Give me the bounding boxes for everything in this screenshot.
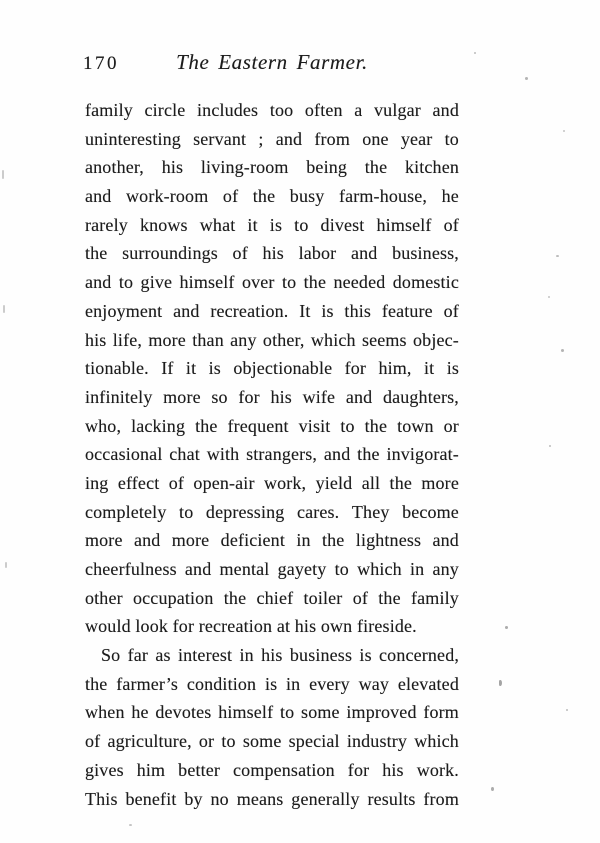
text-line: another, his living-room being the kitchen bbox=[85, 157, 459, 178]
text-line: and to give himself over to the needed domestic bbox=[85, 272, 459, 293]
text-line: gives him better compensation for his work. bbox=[85, 759, 459, 780]
text-line: more and more deficient in the lightness and bbox=[85, 530, 459, 551]
text-line: uninteresting servant ; and from one year to bbox=[85, 128, 459, 149]
text-line: and work-room of the busy farm-house, he bbox=[85, 186, 459, 207]
text-line-paragraph-start: So far as interest in his business is concerned, bbox=[101, 645, 459, 666]
text-line: infinitely more so for his wife and daughters, bbox=[85, 386, 459, 407]
text-line: the farmer’s condition is in every way elevated bbox=[85, 673, 459, 694]
page-header bbox=[85, 50, 459, 80]
text-line: when he devotes himself to some improved form bbox=[85, 702, 459, 723]
text-line: enjoyment and recreation. It is this feature of bbox=[85, 300, 459, 321]
text-line: ing effect of open-air work, yield all the more bbox=[85, 472, 459, 493]
text-line: family circle includes too often a vulgar and bbox=[85, 100, 459, 120]
text-line: who, lacking the frequent visit to the town or bbox=[85, 415, 459, 436]
text-line: tionable. If it is objectionable for him, it is bbox=[85, 358, 459, 379]
text-line: rarely knows what it is to divest himself of bbox=[85, 214, 459, 235]
text-line: his life, more than any other, which seems objec- bbox=[85, 329, 459, 350]
page-number: 170 bbox=[83, 53, 119, 74]
text-line: other occupation the chief toiler of the family bbox=[85, 587, 459, 608]
text-line: the surroundings of his labor and business, bbox=[85, 243, 459, 264]
text-line-paragraph-end: would look for recreation at his own fireside. bbox=[85, 616, 417, 637]
text-line: occasional chat with strangers, and the invigorat- bbox=[85, 444, 459, 465]
body-text bbox=[85, 96, 459, 813]
running-title: The Eastern Farmer. bbox=[176, 50, 368, 74]
text-line: completely to depressing cares. They become bbox=[85, 501, 459, 522]
text-line: of agriculture, or to some special industry which bbox=[85, 731, 459, 752]
text-line: This benefit by no means generally results from bbox=[85, 788, 459, 809]
text-line: cheerfulness and mental gayety to which in any bbox=[85, 559, 459, 579]
